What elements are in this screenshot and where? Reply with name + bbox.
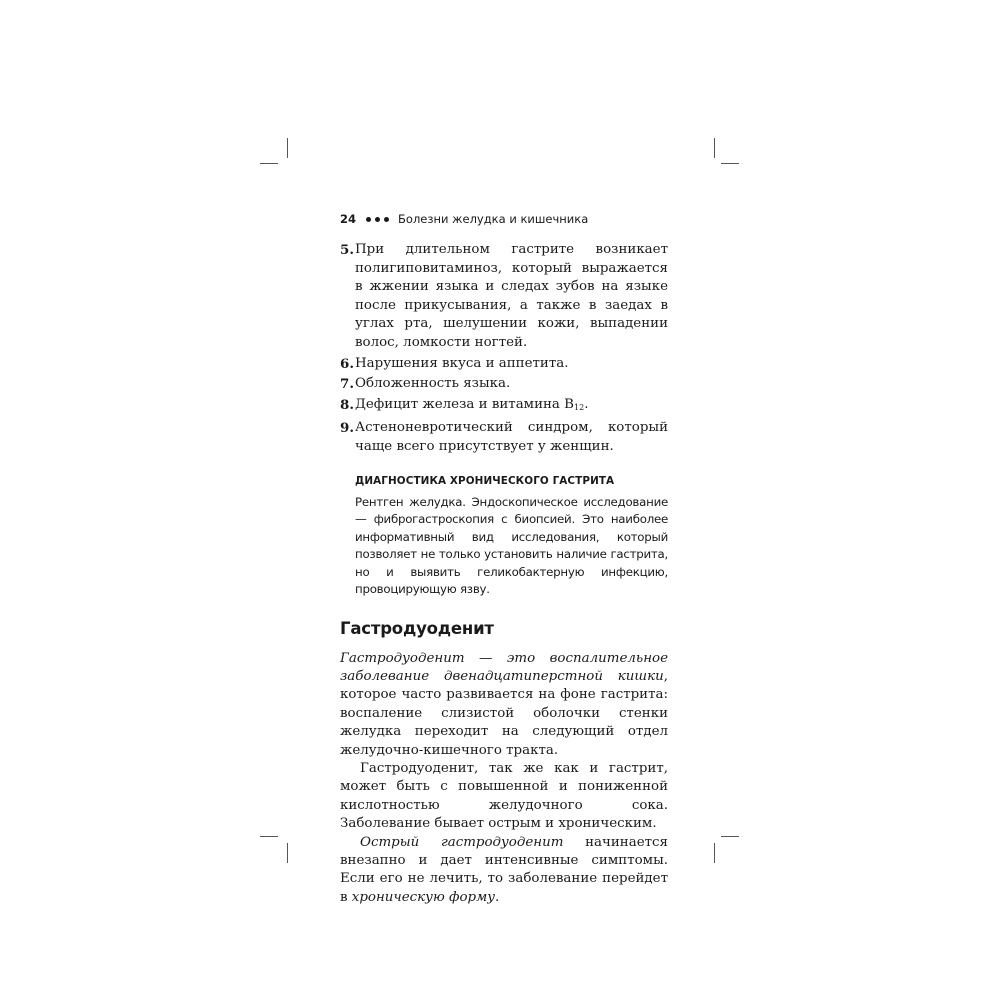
- list-number: 7.: [340, 376, 354, 393]
- list-text-main: Дефицит железа и витамина B: [355, 396, 575, 412]
- crop-mark: [721, 836, 739, 837]
- paragraph: [340, 834, 668, 908]
- paragraph: Гастродуоденит, так же как и гастрит, может быть с повышенной и пониженной кислотностью желудочного сока. Заболевание бывает острым и хроническим.: [340, 760, 668, 832]
- crop-mark: [721, 163, 739, 164]
- page-number: 24: [340, 212, 357, 226]
- list-item: [340, 375, 668, 394]
- paragraph-text: начинается внезапно и дает интенсивные симптомы. Если его не лечить, то заболевание перейдет в: [340, 834, 668, 905]
- paragraph-text: , которое часто развивается на фоне гастрита: воспаление слизистой оболочки стенки желудка переходит на следующий отдел желудочно-кишечного тракта.: [340, 668, 668, 758]
- diagnostics-text: Рентген желудка. Эндоскопическое исследование — фиброгастроскопия с биопсией. Это наиболее информативный вид исследования, который позволяет не только установить наличие гастрита, но и выявить геликобактерную инфекцию, провоцирующую язву.: [355, 494, 668, 597]
- paragraph: [340, 650, 668, 760]
- italic-term: хроническую форму: [351, 889, 495, 905]
- crop-mark: [260, 163, 278, 164]
- numbered-list: [340, 241, 668, 457]
- diagnostics-title: ДИАГНОСТИКА ХРОНИЧЕСКОГО ГАСТРИТА: [355, 474, 615, 487]
- list-item: [340, 241, 668, 353]
- list-text: При длительном гастрите возникает полигиповитаминоз, который выражается в жжении языка и следах зубов на языке после прикусывания, а также в заедах в углах рта, шелушении кожи, выпадении волос, ломкости ногтей.: [355, 242, 668, 350]
- crop-mark: [714, 843, 715, 863]
- running-head: [340, 212, 668, 226]
- list-text-tail: .: [584, 396, 589, 412]
- book-page: [340, 212, 668, 907]
- list-text: [355, 396, 668, 418]
- crop-mark: [260, 836, 278, 837]
- dots-separator: [366, 217, 389, 222]
- list-item: [340, 355, 668, 374]
- list-number: 5.: [340, 242, 354, 258]
- running-head-title: Болезни желудка и кишечника: [398, 212, 589, 226]
- list-number: 9.: [340, 420, 354, 437]
- list-text: Нарушения вкуса и аппетита.: [355, 355, 569, 371]
- crop-mark: [714, 138, 715, 158]
- list-number: 6.: [340, 355, 354, 372]
- crop-mark: [287, 138, 288, 158]
- list-number: 8.: [340, 396, 354, 413]
- list-text: Обложенность языка.: [355, 376, 511, 392]
- paragraph-text: .: [494, 889, 500, 905]
- section-heading: Гастродуоденит: [340, 618, 494, 638]
- crop-mark: [287, 843, 288, 863]
- list-text: Астеноневротический синдром, который чаще всего присутствует у женщин.: [355, 420, 668, 454]
- list-item: [340, 419, 668, 456]
- italic-definition: Гастродуоденит — это воспалительное заболевание двенадцатиперстной кишки: [340, 650, 668, 684]
- diagnostics-box: [355, 475, 668, 599]
- subscript: 12: [574, 402, 585, 412]
- italic-term: Острый гастродуоденит: [360, 834, 564, 850]
- list-item: [340, 396, 668, 418]
